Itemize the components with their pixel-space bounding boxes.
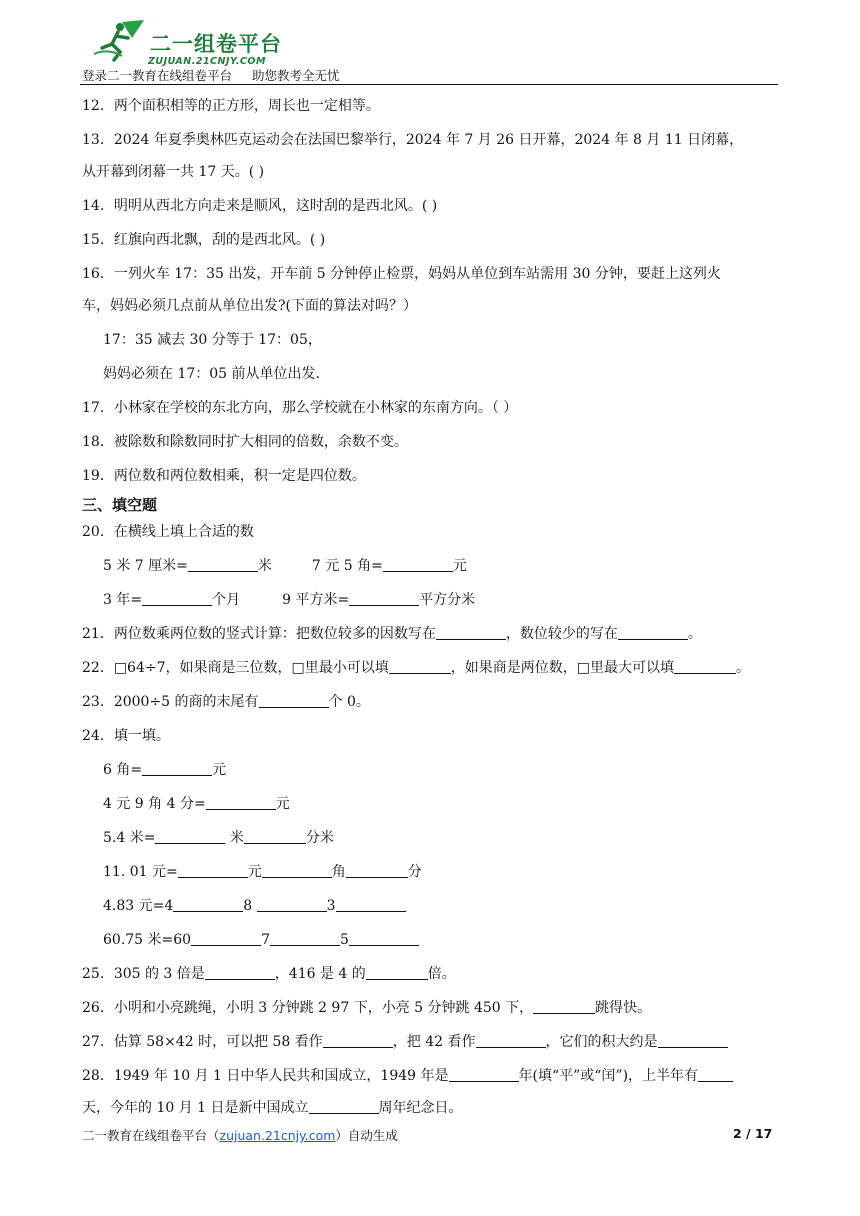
question-17: 17．小林家在学校的东北方向，那么学校就在小林家的东南方向。（ ） xyxy=(82,400,518,416)
text: 5 xyxy=(340,932,349,948)
question-13-line2: 从开幕到闭幕一共 17 天。( ) xyxy=(82,164,265,180)
answer-blank[interactable] xyxy=(658,1033,728,1048)
answer-blank[interactable] xyxy=(366,965,428,980)
answer-blank[interactable] xyxy=(476,1033,546,1048)
answer-blank[interactable] xyxy=(698,1067,733,1082)
answer-blank[interactable] xyxy=(346,863,408,878)
text: 米 xyxy=(225,830,244,846)
text: 。 xyxy=(735,660,750,676)
text: 元 xyxy=(247,864,262,880)
question-20-row1 xyxy=(103,556,467,576)
question-16-line1: 16．一列火车 17：35 出发，开车前 5 分钟停止检票，妈妈从单位到车站需用 30 分钟，要赶上这列火 xyxy=(82,266,721,282)
text: ，数位较少的写在 xyxy=(505,626,618,642)
text: 25．305 的 3 倍是 xyxy=(82,966,205,982)
answer-blank[interactable] xyxy=(674,659,736,674)
text: 5.4 米= xyxy=(103,830,156,846)
text: 天，今年的 10 月 1 日是新中国成立 xyxy=(82,1100,309,1116)
text: 个 0。 xyxy=(328,694,370,710)
text: 周年纪念日。 xyxy=(378,1100,463,1116)
answer-blank[interactable] xyxy=(244,829,306,844)
subtitle-right: 助您教考全无忧 xyxy=(251,68,340,83)
text: 9 平方米= xyxy=(282,592,350,608)
question-16-line4: 妈妈必须在 17：05 前从单位出发. xyxy=(103,366,320,382)
answer-blank[interactable] xyxy=(178,863,248,878)
answer-blank[interactable] xyxy=(191,931,261,946)
text: 3 年= xyxy=(103,592,143,608)
answer-blank[interactable] xyxy=(383,557,453,572)
section-title: 三、填空题 xyxy=(82,496,158,514)
answer-blank[interactable] xyxy=(349,591,419,606)
text: 27．估算 58×42 时，可以把 58 看作 xyxy=(82,1034,323,1050)
text: 6 角= xyxy=(103,762,143,778)
footer-text: ）自动生成 xyxy=(335,1128,398,1143)
question-16-line2: 车，妈妈必须几点前从单位出发?(下面的算法对吗？） xyxy=(82,298,417,314)
text: 4.83 元=4 xyxy=(103,898,174,914)
text: 元 xyxy=(452,558,467,574)
text: 7 元 5 角= xyxy=(311,558,383,574)
question-21 xyxy=(82,624,702,644)
header-logo xyxy=(92,18,292,67)
header-subtitle xyxy=(82,66,340,84)
answer-blank[interactable] xyxy=(205,965,275,980)
answer-blank[interactable] xyxy=(142,761,212,776)
text: 倍。 xyxy=(427,966,456,982)
footer-text: 二一教育在线组卷平台（ xyxy=(82,1128,220,1143)
question-20-row2 xyxy=(103,590,475,610)
subtitle-left: 登录二一教育在线组卷平台 xyxy=(82,68,233,83)
answer-blank[interactable] xyxy=(389,659,451,674)
runner-logo-icon xyxy=(92,18,148,62)
question-15: 15．红旗向西北飘，刮的是西北风。( ) xyxy=(82,232,326,248)
text: 5 米 7 厘米= xyxy=(103,558,188,574)
footer-source xyxy=(82,1126,398,1144)
text: 元 xyxy=(275,796,290,812)
question-19: 19．两位数和两位数相乘，积一定是四位数。 xyxy=(82,468,366,484)
text: 4 元 9 角 4 分= xyxy=(103,796,206,812)
question-22 xyxy=(82,658,750,678)
question-12: 12．两个面积相等的正方形，周长也一定相等。 xyxy=(82,98,380,114)
answer-blank[interactable] xyxy=(533,999,595,1014)
answer-blank[interactable] xyxy=(449,1067,519,1082)
text: 分米 xyxy=(305,830,334,846)
text: 年(填“平”或“闰”)，上半年有 xyxy=(518,1068,699,1084)
text: 7 xyxy=(261,932,270,948)
question-16-line3: 17：35 减去 30 分等于 17：05， xyxy=(103,332,322,348)
text: 平方分米 xyxy=(419,592,476,608)
text: 元 xyxy=(212,762,227,778)
logo-title: 二一组卷平台 xyxy=(150,32,282,56)
question-24-row2 xyxy=(103,794,290,814)
answer-blank[interactable] xyxy=(173,897,243,912)
logo-url: ZUJUAN.21CNJY.COM xyxy=(148,56,266,67)
answer-blank[interactable] xyxy=(262,863,332,878)
answer-blank[interactable] xyxy=(188,557,258,572)
text: 角 xyxy=(331,864,346,880)
answer-blank[interactable] xyxy=(336,897,406,912)
footer-link[interactable]: zujuan.21cnjy.com xyxy=(219,1128,336,1143)
question-20: 20．在横线上填上合适的数 xyxy=(82,524,254,540)
text: 8 xyxy=(243,898,257,914)
text: ，把 42 看作 xyxy=(392,1034,476,1050)
text: 米 xyxy=(257,558,272,574)
answer-blank[interactable] xyxy=(309,1099,379,1114)
question-25 xyxy=(82,964,456,984)
answer-blank[interactable] xyxy=(155,829,225,844)
question-13-line1: 13．2024 年夏季奥林匹克运动会在法国巴黎举行，2024 年 7 月 26 日开幕，2024 年 8 月 11 日闭幕， xyxy=(82,132,744,148)
header-divider xyxy=(80,84,778,85)
text: 个月 xyxy=(212,592,241,608)
answer-blank[interactable] xyxy=(142,591,212,606)
text: 跳得快。 xyxy=(595,1000,652,1016)
text: 11. 01 元= xyxy=(103,864,178,880)
question-28-line1 xyxy=(82,1066,733,1086)
text: ，如果商是两位数，□里最大可以填 xyxy=(450,660,674,676)
question-23 xyxy=(82,692,370,712)
text: 60.75 米=60 xyxy=(103,932,192,948)
question-24-row3 xyxy=(103,828,334,848)
question-24-row5 xyxy=(103,896,406,916)
question-18: 18．被除数和除数同时扩大相同的倍数，余数不变。 xyxy=(82,434,408,450)
answer-blank[interactable] xyxy=(259,693,329,708)
text: 23．2000÷5 的商的末尾有 xyxy=(82,694,259,710)
answer-blank[interactable] xyxy=(257,897,327,912)
question-24-row6 xyxy=(103,930,419,950)
question-24: 24．填一填。 xyxy=(82,728,170,744)
question-28-line2 xyxy=(82,1098,463,1118)
answer-blank[interactable] xyxy=(436,625,506,640)
answer-blank[interactable] xyxy=(349,931,419,946)
text: 分 xyxy=(407,864,422,880)
text: 28．1949 年 10 月 1 日中华人民共和国成立，1949 年是 xyxy=(82,1068,449,1084)
question-24-row1 xyxy=(103,760,226,780)
question-14: 14．明明从西北方向走来是顺风，这时刮的是西北风。( ) xyxy=(82,198,438,214)
text: 22．□64÷7，如果商是三位数，□里最小可以填 xyxy=(82,660,389,676)
answer-blank[interactable] xyxy=(206,795,276,810)
question-27 xyxy=(82,1032,728,1052)
page-number: 2 / 17 xyxy=(733,1126,773,1141)
text: ，它们的积大约是 xyxy=(545,1034,658,1050)
text: 3 xyxy=(326,898,336,914)
answer-blank[interactable] xyxy=(270,931,340,946)
question-24-row4 xyxy=(103,862,422,882)
answer-blank[interactable] xyxy=(618,625,688,640)
answer-blank[interactable] xyxy=(323,1033,393,1048)
text: 26．小明和小亮跳绳，小明 3 分钟跳 2 97 下，小亮 5 分钟跳 450 下， xyxy=(82,1000,534,1016)
question-26 xyxy=(82,998,651,1018)
text: ，416 是 4 的 xyxy=(274,966,366,982)
text: 。 xyxy=(687,626,702,642)
text: 21．两位数乘两位数的竖式计算：把数位较多的因数写在 xyxy=(82,626,436,642)
